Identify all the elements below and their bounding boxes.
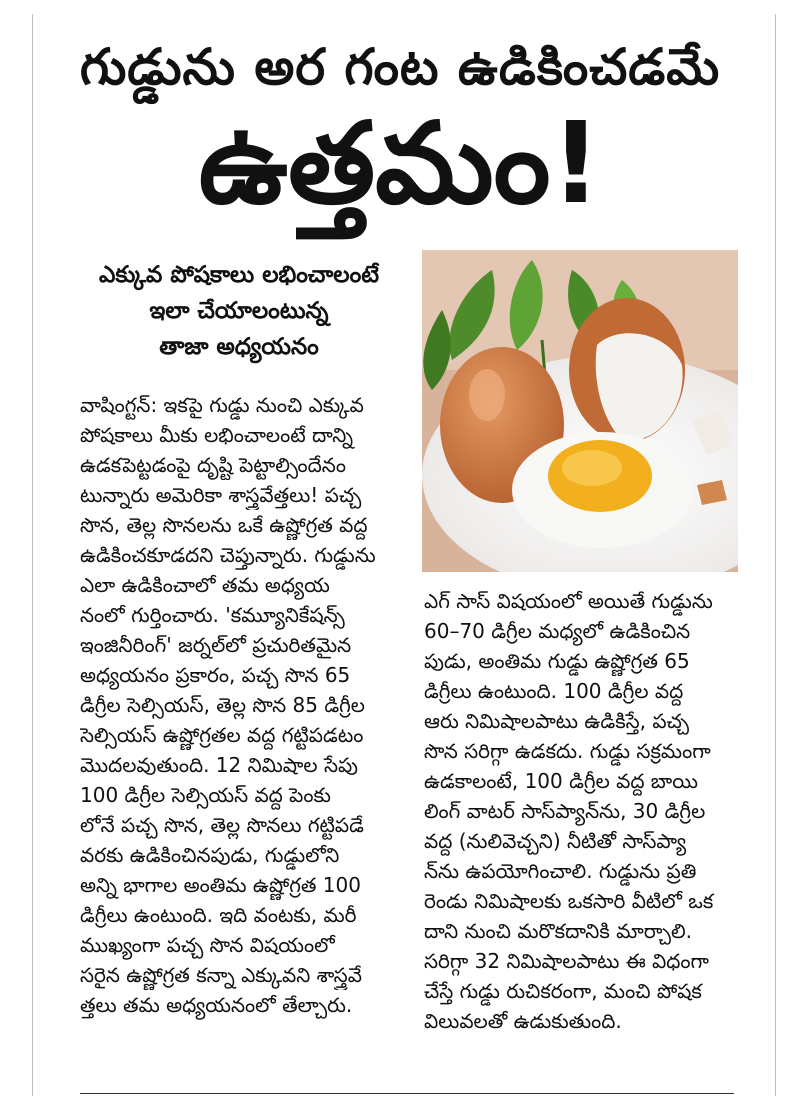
bottom-rule: [80, 1093, 734, 1094]
article-line: వద్ద (నులివెచ్చని) నీటితో సాస్‌ప్యా: [424, 829, 687, 853]
article-line: డిగ్రీలు ఉంటుంది. ఇది వంటకు, మరీ: [80, 903, 357, 927]
article-line: అన్ని భాగాల అంతిమ ఉష్ణోగ్రత 100: [80, 873, 361, 897]
article-line: ఇంజినీరింగ్' జర్నల్‌లో ప్రచురితమైన: [80, 633, 352, 657]
article-line: సొన సరిగ్గా ఉడకదు. గుడ్డు సక్రమంగా: [424, 739, 711, 763]
article-line: 100 డిగ్రీల సెల్సియస్ వద్ద పెంకు: [80, 783, 331, 807]
article-line: ముఖ్యంగా పచ్చ సొన విషయంలో: [80, 933, 335, 957]
subheadline-line-3: తాజా అధ్యయనం: [159, 334, 319, 360]
article-line: డిగ్రీలు ఉంటుంది. 100 డిగ్రీల వద్ద: [424, 679, 684, 703]
article-line: అధ్యయనం ప్రకారం, పచ్చ సొన 65: [80, 663, 351, 687]
article-line: లోనే పచ్చ సొన, తెల్ల సొనలు గట్టిపడే: [80, 813, 364, 837]
article-line: వాషింగ్టన్: ఇకపై గుడ్డు నుంచి ఎక్కువ: [80, 393, 364, 417]
boiled-eggs-photo: [422, 250, 738, 572]
article-line: లింగ్ వాటర్ సాస్‌ప్యాన్‌ను, 30 డిగ్రీల: [424, 799, 706, 823]
article-line: టున్నారు అమెరికా శాస్త్రవేత్తలు! పచ్చ: [80, 483, 362, 507]
subheadline-line-2: ఇలా చేయాలంటున్న: [149, 298, 329, 324]
article-line: త్తలు తమ అధ్యయనంలో తేల్చారు.: [80, 993, 353, 1017]
article-line: వరకు ఉడికించినపుడు, గుడ్డులోని: [80, 843, 340, 867]
article-line: విలువలతో ఉడుకుతుంది.: [424, 1009, 622, 1033]
article-line: మొదలవుతుంది. 12 నిమిషాల సేపు: [80, 753, 358, 777]
article-line: ఉడకపెట్టడంపై దృష్టి పెట్టాల్సిందేనం: [80, 453, 346, 477]
article-line: సెల్సియస్ ఉష్ణోగ్రతల వద్ద గట్టిపడటం: [80, 723, 364, 747]
article-line: దాని నుంచి మరొకదానికి మార్చాలి.: [424, 919, 692, 943]
article-line: ఉడకాలంటే, 100 డిగ్రీల వద్ద బాయి: [424, 769, 698, 793]
article-line: సరైన ఉష్ణోగ్రత కన్నా ఎక్కువని శాస్త్రవే: [80, 963, 362, 987]
article-line: 60–70 డిగ్రీల మధ్యలో ఉడికించిన: [424, 619, 691, 643]
article-line: నంలో గుర్తించారు. 'కమ్యూనికేషన్స్: [80, 603, 345, 627]
article-line: సొన, తెల్ల సొనలను ఒకే ఉష్ణోగ్రత వద్ద: [80, 513, 368, 537]
article-line: డిగ్రీల సెల్సియస్, తెల్ల సొన 85 డిగ్రీల: [80, 693, 365, 717]
article-line: చేస్తే గుడ్డు రుచికరంగా, మంచి పోషక: [424, 979, 702, 1003]
article-column-right: [424, 586, 738, 1036]
subheadline-line-1: ఎక్కువ పోషకాలు లభించాలంటే: [98, 262, 380, 288]
article-line: సరిగ్గా 32 నిమిషాలపాటు ఈ విధంగా: [424, 949, 709, 973]
article-line: ఆరు నిమిషాలపాటు ఉడికిస్తే, పచ్చ: [424, 709, 690, 733]
article-line: పుడు, అంతిమ గుడ్డు ఉష్ణోగ్రత 65: [424, 649, 690, 673]
article-line: పోషకాలు మీకు లభించాలంటే దాన్ని: [80, 423, 354, 447]
article-line: రెండు నిమిషాలకు ఒకసారి వీటిలో ఒక: [424, 889, 714, 913]
article-line: న్‌ను ఉపయోగించాలి. గుడ్డును ప్రతి: [424, 859, 697, 883]
article-line: ఉడికించకూడదని చెప్తున్నారు. గుడ్డును: [80, 543, 376, 567]
article-column-left: [80, 390, 408, 1020]
headline-big: ఉత్తమం!: [198, 99, 602, 229]
article-line: ఎగ్ సాస్ విషయంలో అయితే గుడ్డును: [424, 589, 713, 613]
headline: గుడ్డును అర గంట ఉడికించడమే: [79, 38, 721, 96]
article-line: ఎలా ఉడికించాలో తమ అధ్యయ: [80, 573, 330, 597]
